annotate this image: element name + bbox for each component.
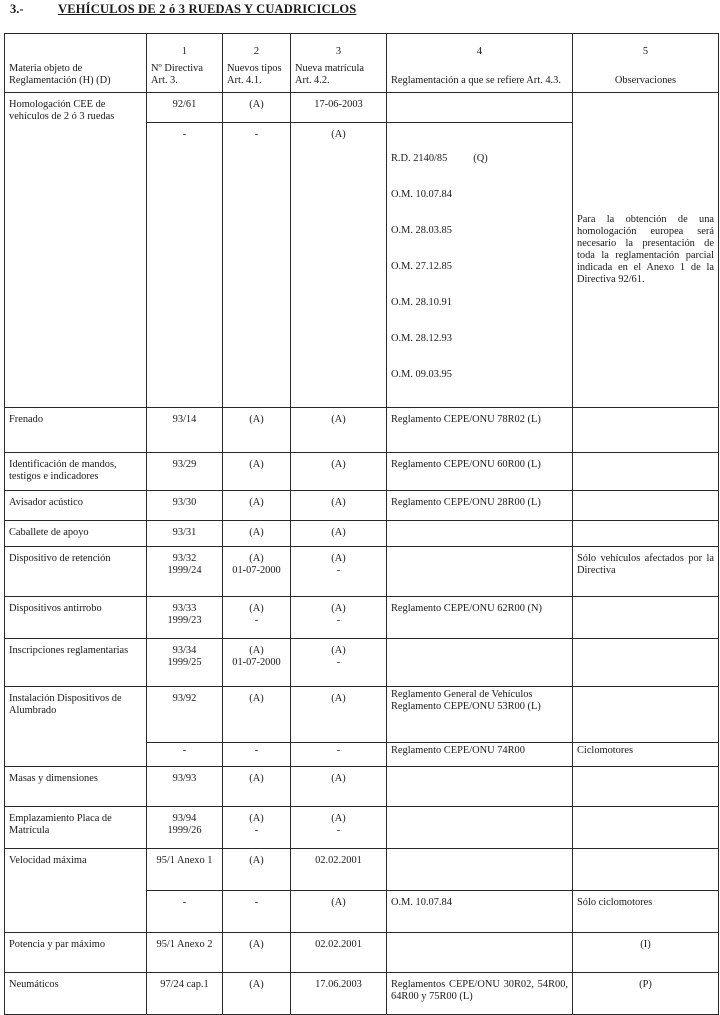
cell-matricula: (A) [291, 687, 387, 743]
cell-reglamentacion: Reglamento CEPE/ONU 62R00 (N) [387, 597, 573, 639]
cell-nuevos: (A) - [223, 807, 291, 849]
cell-directiva: 93/92 [147, 687, 223, 743]
cell-observaciones [573, 453, 719, 491]
cell-nuevos: (A) [223, 767, 291, 807]
cell-nuevos: (A) - [223, 597, 291, 639]
cell-reglamentacion: Reglamento CEPE/ONU 78R02 (L) [387, 408, 573, 453]
cell-directiva: - [147, 743, 223, 767]
table-row [5, 767, 719, 807]
reg-line: O.M. 28.10.91 [391, 297, 452, 308]
cell-matricula: (A) [291, 521, 387, 547]
cell-materia: Masas y dimensiones [5, 767, 147, 807]
header-materia-label: Materia objeto de Reglamentación (H) (D) [9, 63, 111, 86]
cell-matricula: 17-06-2003 [291, 93, 387, 123]
header-directiva [147, 34, 223, 93]
cell-observaciones: Ciclomotores [573, 743, 719, 767]
cell-matricula: (A) [291, 767, 387, 807]
cell-nuevos: (A) 01-07-2000 [223, 639, 291, 687]
reg-line: O.M. 09.03.95 [391, 369, 452, 380]
cell-matricula: (A) [291, 891, 387, 933]
cell-directiva: 95/1 Anexo 1 [147, 849, 223, 891]
cell-matricula: (A) [291, 491, 387, 521]
cell-nuevos: - [223, 743, 291, 767]
header-reglamentacion [387, 34, 573, 93]
cell-reglamentacion [387, 521, 573, 547]
reg-line: O.M. 27.12.85 [391, 261, 452, 272]
table-header-row [5, 34, 719, 93]
cell-nuevos: (A) [223, 93, 291, 123]
reg-line: O.M. 28.03.85 [391, 225, 452, 236]
header-col-number: 2 [253, 46, 260, 57]
header-col-number: 3 [335, 46, 342, 57]
cell-nuevos: (A) [223, 973, 291, 1015]
cell-directiva: 93/34 1999/25 [147, 639, 223, 687]
cell-observaciones [573, 491, 719, 521]
cell-nuevos: - [223, 123, 291, 408]
header-matricula [291, 34, 387, 93]
cell-materia: Dispositivo de retención [5, 547, 147, 597]
header-observaciones-label: Observaciones [614, 75, 677, 86]
cell-observaciones: Para la obtención de una homologación europea será necesario la presentación de toda la reglamentación parcial indicada en el Anexo 1 de la Directiva 92/61. [573, 93, 719, 408]
cell-reglamentacion [387, 547, 573, 597]
header-matricula-label: Nueva matrícula Art. 4.2. [295, 63, 364, 86]
cell-directiva: - [147, 891, 223, 933]
cell-directiva: 93/33 1999/23 [147, 597, 223, 639]
cell-matricula: 17.06.2003 [291, 973, 387, 1015]
cell-observaciones: Sólo vehículos afectados por la Directiva [573, 547, 719, 597]
cell-matricula: 02.02.2001 [291, 933, 387, 973]
cell-materia: Frenado [5, 408, 147, 453]
table-row [5, 639, 719, 687]
cell-reglamentacion: Reglamentos CEPE/ONU 30R02, 54R00, 64R00 y 75R00 (L) [387, 973, 573, 1015]
cell-reglamentacion [387, 123, 573, 408]
table-row [5, 491, 719, 521]
reg-line: Reglamento CEPE/ONU 53R00 (L) [391, 701, 541, 712]
cell-observaciones [573, 597, 719, 639]
cell-reglamentacion [387, 687, 573, 743]
header-nuevos-label: Nuevos tipos Art. 4.1. [227, 63, 282, 86]
cell-materia: Neumáticos [5, 973, 147, 1015]
header-col-number: 5 [642, 46, 649, 57]
header-observaciones [573, 34, 719, 93]
reg-line: Reglamento General de Vehículos [391, 689, 533, 700]
cell-materia: Caballete de apoyo [5, 521, 147, 547]
cell-materia: Inscripciones reglamentarias [5, 639, 147, 687]
cell-directiva: 97/24 cap.1 [147, 973, 223, 1015]
cell-directiva: 95/1 Anexo 2 [147, 933, 223, 973]
section-heading [10, 2, 356, 17]
cell-directiva: 93/31 [147, 521, 223, 547]
cell-observaciones [573, 639, 719, 687]
cell-directiva: 93/30 [147, 491, 223, 521]
cell-observaciones: Sólo ciclomotores [573, 891, 719, 933]
cell-materia: Instalación Dispositivos de Alumbrado [5, 687, 147, 767]
cell-nuevos: (A) [223, 521, 291, 547]
table-row [5, 453, 719, 491]
reg-line: R.D. 2140/85 (Q) [391, 153, 488, 164]
cell-directiva: 93/94 1999/26 [147, 807, 223, 849]
cell-reglamentacion: Reglamento CEPE/ONU 28R00 (L) [387, 491, 573, 521]
table-row [5, 687, 719, 743]
cell-matricula: (A) - [291, 807, 387, 849]
cell-nuevos: - [223, 891, 291, 933]
cell-materia: Dispositivos antirrobo [5, 597, 147, 639]
cell-reglamentacion: O.M. 10.07.84 [387, 891, 573, 933]
section-title: VEHÍCULOS DE 2 ó 3 RUEDAS Y CUADRICICLOS [58, 2, 357, 16]
cell-directiva: 93/93 [147, 767, 223, 807]
reg-line: O.M. 10.07.84 [391, 189, 452, 200]
cell-observaciones [573, 807, 719, 849]
reg-line: O.M. 28.12.93 [391, 333, 452, 344]
table-row [5, 597, 719, 639]
cell-nuevos: (A) [223, 491, 291, 521]
header-col-number: 1 [181, 46, 188, 57]
cell-observaciones: (I) [573, 933, 719, 973]
table-row [5, 408, 719, 453]
table-row [5, 93, 719, 123]
cell-reglamentacion: Reglamento CEPE/ONU 60R00 (L) [387, 453, 573, 491]
table-row [5, 973, 719, 1015]
header-directiva-label: Nº Directiva Art. 3. [151, 63, 203, 86]
header-col-number: 4 [476, 46, 483, 57]
cell-reglamentacion [387, 93, 573, 123]
cell-materia: Homologación CEE de vehículos de 2 ó 3 ruedas [5, 93, 147, 408]
cell-reglamentacion [387, 767, 573, 807]
cell-observaciones [573, 521, 719, 547]
cell-reglamentacion [387, 807, 573, 849]
cell-nuevos: (A) [223, 687, 291, 743]
cell-nuevos: (A) [223, 408, 291, 453]
cell-observaciones [573, 687, 719, 743]
cell-observaciones [573, 767, 719, 807]
cell-reglamentacion [387, 933, 573, 973]
cell-nuevos: (A) [223, 453, 291, 491]
cell-matricula: (A) - [291, 597, 387, 639]
cell-directiva: 93/29 [147, 453, 223, 491]
cell-materia: Avisador acústico [5, 491, 147, 521]
cell-observaciones: (P) [573, 973, 719, 1015]
cell-matricula: (A) [291, 408, 387, 453]
cell-materia: Velocidad máxima [5, 849, 147, 933]
cell-matricula: 02.02.2001 [291, 849, 387, 891]
cell-directiva: 93/14 [147, 408, 223, 453]
header-materia [5, 34, 147, 93]
cell-nuevos: (A) 01-07-2000 [223, 547, 291, 597]
cell-nuevos: (A) [223, 849, 291, 891]
cell-matricula: (A) - [291, 547, 387, 597]
regulation-table [4, 33, 719, 1015]
cell-observaciones [573, 408, 719, 453]
table-row [5, 933, 719, 973]
cell-matricula: - [291, 743, 387, 767]
header-reglamentacion-label: Reglamentación a que se refiere Art. 4.3. [391, 75, 561, 86]
cell-directiva: 93/32 1999/24 [147, 547, 223, 597]
cell-matricula: (A) - [291, 639, 387, 687]
table-row [5, 547, 719, 597]
cell-directiva: 92/61 [147, 93, 223, 123]
table-row [5, 807, 719, 849]
cell-matricula: (A) [291, 453, 387, 491]
cell-materia: Emplazamiento Placa de Matrícula [5, 807, 147, 849]
cell-directiva: - [147, 123, 223, 408]
cell-reglamentacion: Reglamento CEPE/ONU 74R00 [387, 743, 573, 767]
table-row [5, 521, 719, 547]
section-number: 3.- [10, 2, 24, 16]
cell-materia: Identificación de mandos, testigos e indicadores [5, 453, 147, 491]
cell-nuevos: (A) [223, 933, 291, 973]
header-nuevos [223, 34, 291, 93]
cell-reglamentacion [387, 639, 573, 687]
cell-matricula: (A) [291, 123, 387, 408]
cell-materia: Potencia y par máximo [5, 933, 147, 973]
